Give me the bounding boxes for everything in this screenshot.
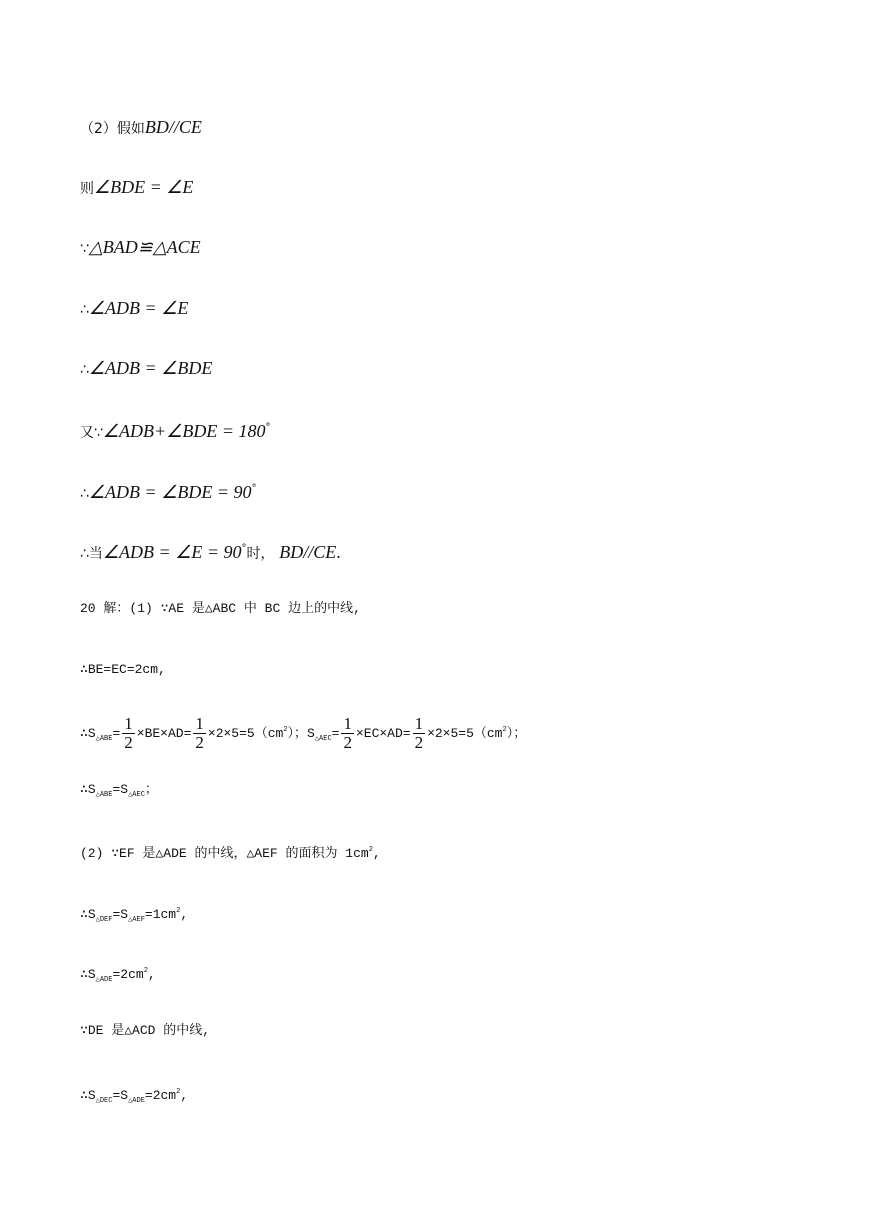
line-prefix: 则 <box>80 181 94 197</box>
proof-line-congruent <box>80 237 201 259</box>
solution-line-def-aef <box>80 901 188 930</box>
solution-line-areas-equal <box>80 780 158 805</box>
area-label: ∴S <box>80 782 96 797</box>
proof-line-angle-eq-1 <box>80 298 188 320</box>
superscript: 2 <box>176 1088 181 1096</box>
proof-line-conclusion <box>80 539 341 564</box>
line-end: . <box>336 542 341 562</box>
proof-line-sum-180 <box>80 418 270 443</box>
fraction-denominator: 2 <box>343 733 352 753</box>
math-expression: BD//CE <box>144 117 202 137</box>
proof-line-angle-eq-2 <box>80 358 212 380</box>
degree-symbol: ° <box>241 543 247 554</box>
line-text: ∴BE=EC=2cm, <box>80 662 166 677</box>
math-expression: ∠BDE = ∠E <box>94 177 194 197</box>
area-separator: ）；S <box>287 726 315 741</box>
area-subscript: △AEF <box>128 916 145 924</box>
area-subscript: △ABE <box>95 791 113 799</box>
fraction-numerator: 1 <box>195 714 204 734</box>
math-expression: ∠ADB = ∠E = 90 <box>102 542 242 562</box>
superscript: 2 <box>502 726 507 734</box>
area-subscript: △ABE <box>95 735 113 743</box>
line-prefix: ∴ <box>80 362 89 378</box>
solution-line-be-ec <box>80 660 166 680</box>
solution-line-dec <box>80 1082 188 1111</box>
area-subscript: △AEC <box>314 735 332 743</box>
line-end: , <box>180 907 189 922</box>
line-prefix: ∵ <box>80 241 89 257</box>
proof-line-assume <box>80 117 202 139</box>
area-formula: ×EC×AD= <box>355 726 411 741</box>
area-value: =2cm <box>112 967 144 982</box>
area-result: ×2×5=5（cm <box>427 726 503 741</box>
fraction-half <box>122 715 135 752</box>
math-expression: △BAD≌△ACE <box>88 237 201 257</box>
solution-line-de-median <box>80 1021 210 1041</box>
fraction-numerator: 1 <box>124 714 133 734</box>
line-prefix: （2）假如 <box>80 121 145 137</box>
area-label: ∴S <box>80 1088 96 1103</box>
equals: = <box>331 726 340 741</box>
fraction-denominator: 2 <box>124 733 133 753</box>
area-label: =S <box>112 782 129 797</box>
superscript: 2 <box>283 726 288 734</box>
solution-line-areas <box>80 710 526 759</box>
fraction-half <box>413 715 426 752</box>
line-prefix: ∴ <box>80 486 89 502</box>
math-expression: BD//CE <box>279 542 337 562</box>
math-expression: ∠ADB = ∠E <box>88 298 189 318</box>
area-formula: ×BE×AD= <box>136 726 192 741</box>
area-subscript: △AEC <box>128 791 145 799</box>
degree-symbol: ° <box>265 422 271 433</box>
math-expression: ∠ADB = ∠BDE <box>88 358 213 378</box>
equals: = <box>112 726 121 741</box>
fraction-half <box>341 715 354 752</box>
superscript: 2 <box>143 967 148 975</box>
line-connector: 时， <box>246 546 275 562</box>
solution-part-2-heading <box>80 840 381 864</box>
line-end: , <box>147 967 156 982</box>
proof-line-then <box>80 177 193 199</box>
area-label: ∴S <box>80 726 96 741</box>
line-end: , <box>180 1088 189 1103</box>
area-label: ∴S <box>80 907 96 922</box>
fraction-numerator: 1 <box>343 714 352 734</box>
area-subscript: △ADE <box>95 976 113 984</box>
line-end: ； <box>144 782 158 797</box>
line-text: ∵DE 是△ACD 的中线, <box>80 1023 211 1038</box>
area-subscript: △DEF <box>95 916 113 924</box>
proof-line-right-angle <box>80 479 256 504</box>
solution-line-ade <box>80 961 156 990</box>
math-expression: ∠ADB+∠BDE = 180 <box>102 421 266 441</box>
fraction-half <box>193 715 206 752</box>
line-end: ）； <box>506 726 527 741</box>
solution-20-heading <box>80 599 361 619</box>
line-prefix: ∴当 <box>80 546 103 562</box>
superscript: 2 <box>176 907 181 915</box>
line-prefix: 又∵ <box>80 425 103 441</box>
area-label: =S <box>112 1088 129 1103</box>
fraction-denominator: 2 <box>414 733 424 753</box>
superscript: 2 <box>368 846 373 854</box>
area-label: ∴S <box>80 967 96 982</box>
area-subscript: △ADE <box>128 1097 145 1105</box>
line-text: 20 解：(1) ∵AE 是△ABC 中 BC 边上的中线, <box>80 601 361 616</box>
area-subscript: △DEC <box>95 1097 113 1105</box>
area-value: =2cm <box>144 1088 177 1103</box>
line-prefix: ∴ <box>80 302 89 318</box>
area-value: =1cm <box>144 907 177 922</box>
math-expression: ∠ADB = ∠BDE = 90 <box>88 482 252 502</box>
fraction-numerator: 1 <box>414 714 424 734</box>
line-end: , <box>372 846 381 861</box>
line-text: (2) ∵EF 是△ADE 的中线，△AEF 的面积为 1cm <box>80 846 369 861</box>
degree-symbol: ° <box>251 483 257 494</box>
area-result: ×2×5=5（cm <box>207 726 284 741</box>
fraction-denominator: 2 <box>195 733 204 753</box>
area-label: =S <box>112 907 129 922</box>
